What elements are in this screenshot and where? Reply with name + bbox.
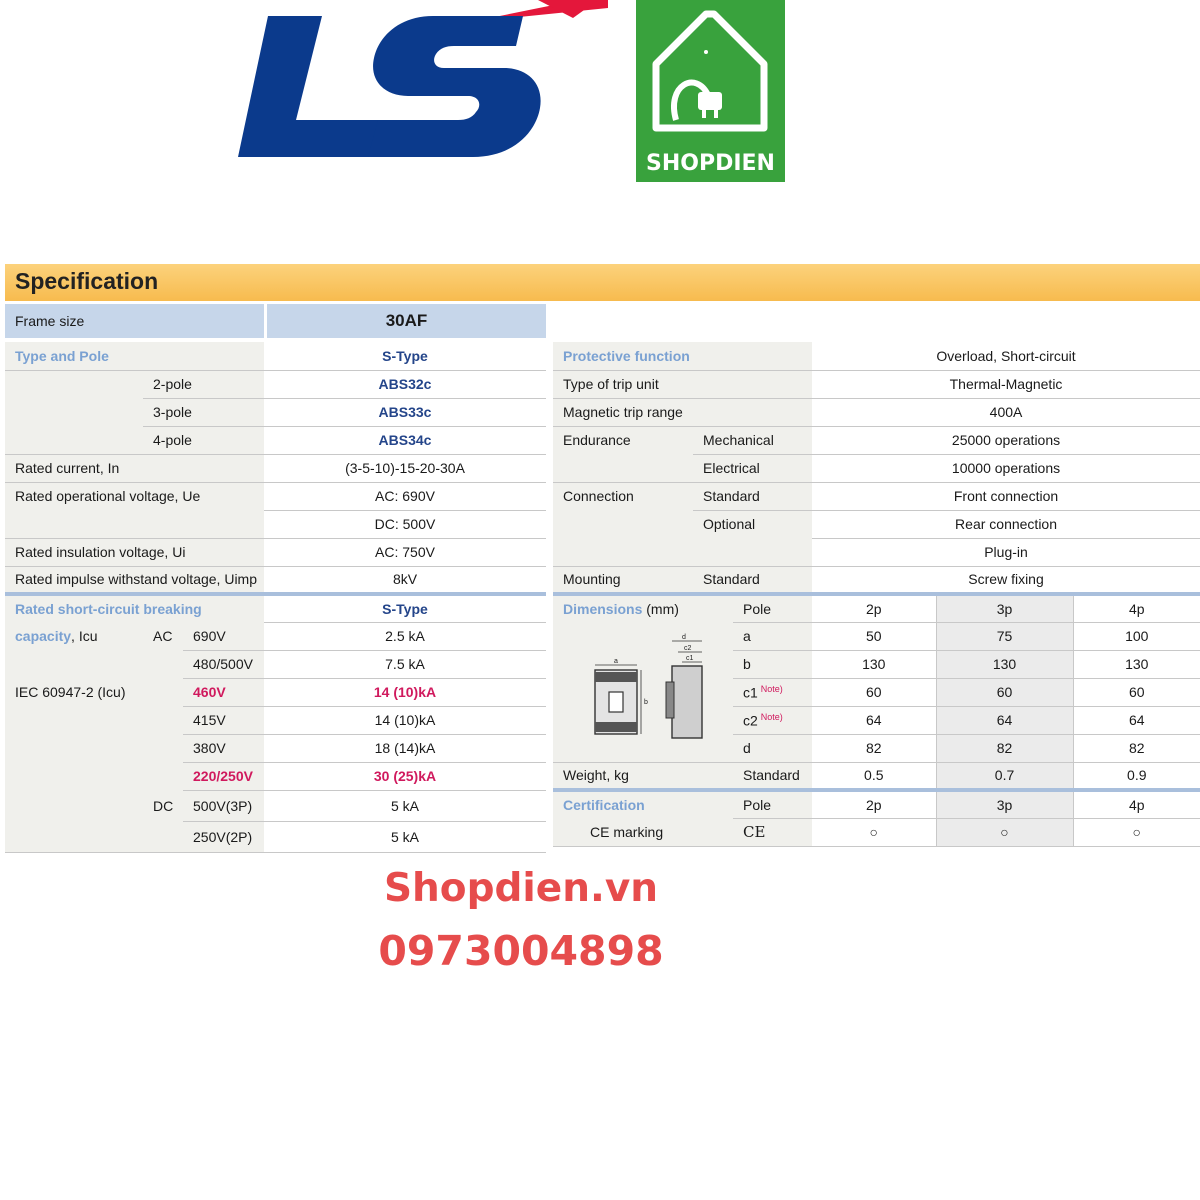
type-pole-label: Type and Pole: [5, 342, 264, 370]
endurance-label: Endurance: [553, 426, 693, 454]
table-row: [5, 342, 546, 370]
ac-voltage: 380V: [183, 734, 264, 762]
table-row: [553, 398, 1200, 426]
table-row: [5, 821, 546, 852]
dim-pole-label: Pole: [733, 594, 812, 622]
weight-label: Weight, kg: [553, 762, 733, 790]
table-row: [553, 790, 1200, 818]
ls-logo: [238, 0, 608, 165]
ce-mark-icon: CE: [733, 818, 812, 846]
electrical-label: Electrical: [693, 454, 812, 482]
electrical-value: 10000 operations: [812, 454, 1200, 482]
cert-pole-4p: 4p: [1073, 790, 1200, 818]
section-title: Specification: [15, 268, 159, 294]
ac-voltage: 460V: [183, 678, 264, 706]
left-spec-table: [5, 342, 546, 853]
table-row: [553, 370, 1200, 398]
dim-value: 130: [1073, 650, 1200, 678]
ac-value: 2.5 kA: [264, 622, 546, 650]
cert-pole-3p: 3p: [936, 790, 1073, 818]
ac-value: 18 (14)kA: [264, 734, 546, 762]
dim-value: 82: [812, 734, 936, 762]
model-3-pole: ABS33c: [264, 398, 546, 426]
table-row: [553, 818, 1200, 846]
mechanical-label: Mechanical: [693, 426, 812, 454]
dim-value: 82: [936, 734, 1073, 762]
table-row: [553, 762, 1200, 790]
weight-value: 0.9: [1073, 762, 1200, 790]
dimensions-label: Dimensions (mm): [553, 594, 693, 622]
ac-voltage: 220/250V: [183, 762, 264, 790]
mounting-value: Screw fixing: [812, 566, 1200, 594]
dim-pole-4p: 4p: [1073, 594, 1200, 622]
table-row: [553, 454, 1200, 482]
cert-pole-label: Pole: [733, 790, 812, 818]
table-row: [5, 510, 546, 538]
impulse-value: 8kV: [264, 566, 546, 594]
table-row: [5, 426, 546, 454]
dim-value: 130: [936, 650, 1073, 678]
table-row: [553, 566, 1200, 594]
table-row: [553, 426, 1200, 454]
type-value: S-Type: [264, 342, 546, 370]
table-row: [5, 370, 546, 398]
table-row: [553, 342, 1200, 370]
weight-value: 0.5: [812, 762, 936, 790]
frame-size-label: Frame size: [5, 304, 264, 338]
rated-voltage-dc: DC: 500V: [264, 510, 546, 538]
table-row: [5, 538, 546, 566]
dc-value: 5 kA: [264, 821, 546, 852]
dim-pole-2p: 2p: [812, 594, 936, 622]
phone-text: 0973004898: [378, 927, 664, 975]
dim-label-c2: c2: [684, 645, 692, 652]
table-row: [5, 566, 546, 594]
ac-voltage: 415V: [183, 706, 264, 734]
weight-standard-label: Standard: [733, 762, 812, 790]
dim-pole-3p: 3p: [936, 594, 1073, 622]
rated-current-label: Rated current, In: [5, 454, 264, 482]
dim-row-name: c1 $^{Note)}$: [733, 678, 812, 706]
ac-value: 14 (10)kA: [264, 678, 546, 706]
connection-standard-value: Front connection: [812, 482, 1200, 510]
dim-value: 64: [936, 706, 1073, 734]
ac-value: 30 (25)kA: [264, 762, 546, 790]
impulse-label: Rated impulse withstand voltage, Uimp: [5, 566, 264, 594]
dim-label-d: d: [682, 634, 686, 641]
weight-value: 0.7: [936, 762, 1073, 790]
website-text: Shopdien.vn: [383, 866, 659, 911]
ac-voltage: 480/500V: [183, 650, 264, 678]
dim-value: 64: [812, 706, 936, 734]
dim-value: 50: [812, 622, 936, 650]
table-row: [5, 706, 546, 734]
shopdien-logo: [636, 0, 785, 182]
dim-row-name: b: [733, 650, 812, 678]
dim-value: 130: [812, 650, 936, 678]
dim-value: 60: [936, 678, 1073, 706]
dc-voltage: 250V(2P): [183, 821, 264, 852]
ce-mark-2p: ○: [812, 818, 936, 846]
dc-label: DC: [143, 790, 183, 821]
iec-standard-label: IEC 60947-2 (Icu): [5, 678, 143, 706]
model-4-pole: ABS34c: [264, 426, 546, 454]
dim-row-name: c2 $^{Note)}$: [733, 706, 812, 734]
dim-value: 82: [1073, 734, 1200, 762]
table-row: [5, 454, 546, 482]
dim-label-a: a: [614, 658, 618, 665]
pole-4-label: 4-pole: [143, 426, 264, 454]
mechanical-value: 25000 operations: [812, 426, 1200, 454]
house-plug-icon: [636, 0, 785, 150]
connection-label: Connection: [553, 482, 693, 510]
table-row: [553, 594, 1200, 622]
connection-plugin-value: Plug-in: [812, 538, 1200, 566]
trip-unit-value: Thermal-Magnetic: [812, 370, 1200, 398]
dim-row-name: d: [733, 734, 812, 762]
frame-size-row: [5, 304, 546, 338]
table-row: [5, 734, 546, 762]
rated-current-value: (3-5-10)-15-20-30A: [264, 454, 546, 482]
ce-mark-4p: ○: [1073, 818, 1200, 846]
ac-label: AC: [143, 622, 183, 650]
model-2-pole: ABS32c: [264, 370, 546, 398]
dim-row-name: a: [733, 622, 812, 650]
ac-value: 14 (10)kA: [264, 706, 546, 734]
magnetic-value: 400A: [812, 398, 1200, 426]
table-row: [5, 594, 546, 622]
shopdien-logo-text: SHOPDIEN: [646, 151, 775, 176]
ac-voltage: 690V: [183, 622, 264, 650]
pole-2-label: 2-pole: [143, 370, 264, 398]
dim-value: 64: [1073, 706, 1200, 734]
dim-value: 60: [1073, 678, 1200, 706]
connection-standard-label: Standard: [693, 482, 812, 510]
ce-marking-label: CE marking: [553, 818, 733, 846]
protective-value: Overload, Short-circuit: [812, 342, 1200, 370]
right-spec-table: [553, 342, 1200, 847]
rated-voltage-ac: AC: 690V: [264, 482, 546, 510]
specification-header: [5, 264, 1200, 301]
protective-label: Protective function: [553, 342, 812, 370]
cert-pole-2p: 2p: [812, 790, 936, 818]
ac-value: 7.5 kA: [264, 650, 546, 678]
table-row: [5, 482, 546, 510]
connection-optional-value: Rear connection: [812, 510, 1200, 538]
dim-value: 60: [812, 678, 936, 706]
dim-label-b: b: [644, 699, 648, 706]
dim-value: 100: [1073, 622, 1200, 650]
table-row: [5, 398, 546, 426]
dim-label-c1: c1: [686, 655, 694, 662]
frame-size-value: 30AF: [267, 304, 546, 338]
rated-voltage-label: Rated operational voltage, Ue: [5, 482, 264, 510]
dc-value: 5 kA: [264, 790, 546, 821]
table-row: [5, 678, 546, 706]
dc-voltage: 500V(3P): [183, 790, 264, 821]
breaking-type: S-Type: [264, 594, 546, 622]
mounting-label: Mounting: [553, 566, 693, 594]
ce-mark-3p: ○: [936, 818, 1073, 846]
pole-3-label: 3-pole: [143, 398, 264, 426]
dim-value: 75: [936, 622, 1073, 650]
insulation-label: Rated insulation voltage, Ui: [5, 538, 264, 566]
magnetic-label: Magnetic trip range: [553, 398, 812, 426]
breaking-label-line2: capacity, Icu: [5, 622, 143, 650]
table-row: [553, 482, 1200, 510]
breaker-dimension-drawing: [592, 632, 710, 740]
table-row: [5, 790, 546, 821]
trip-unit-label: Type of trip unit: [553, 370, 812, 398]
insulation-value: AC: 750V: [264, 538, 546, 566]
table-row: [5, 622, 546, 650]
table-row: [553, 510, 1200, 538]
table-row: [5, 762, 546, 790]
certification-label: Certification: [553, 790, 693, 818]
breaking-label-line1: Rated short-circuit breaking: [5, 594, 264, 622]
table-row: [553, 538, 1200, 566]
connection-optional-label: Optional: [693, 510, 812, 538]
table-row: [5, 650, 546, 678]
mounting-standard-label: Standard: [693, 566, 812, 594]
